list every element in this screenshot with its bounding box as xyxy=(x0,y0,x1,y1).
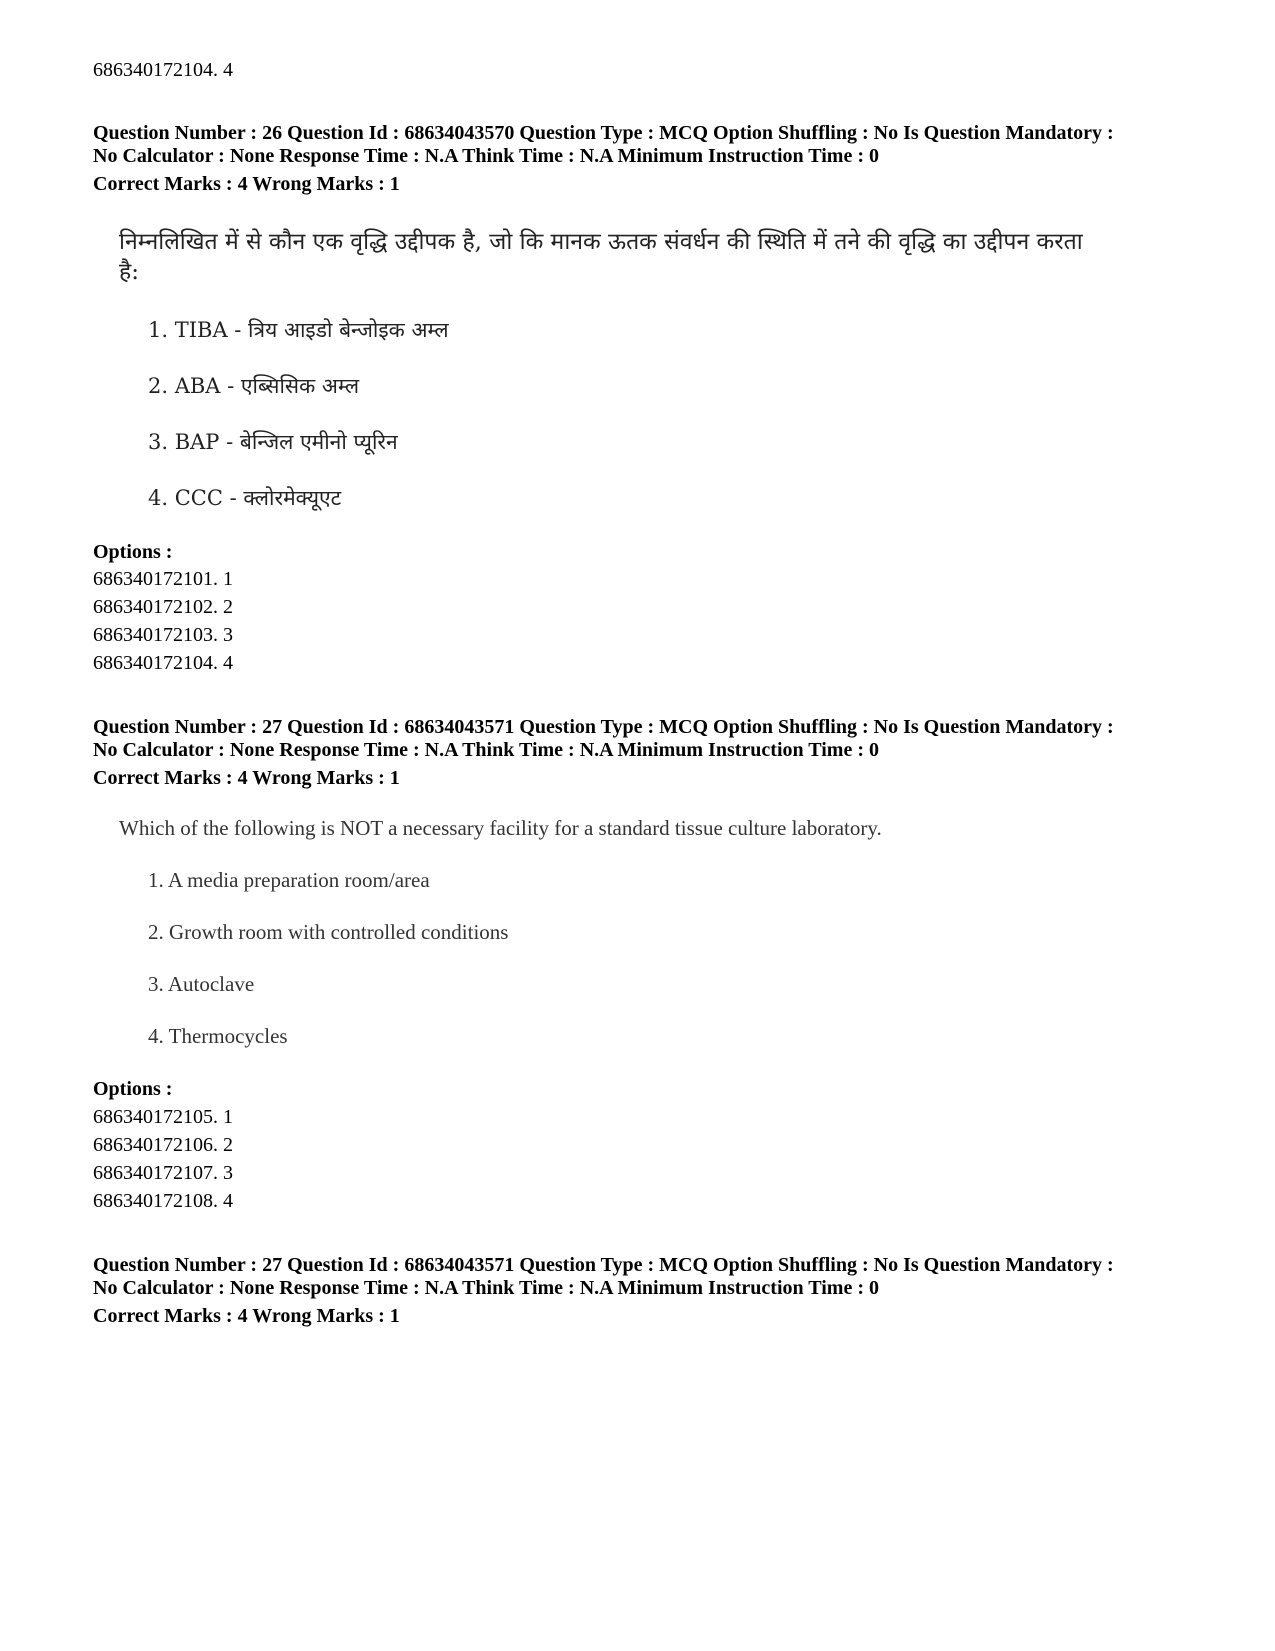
question-27-options-label: Options : xyxy=(93,1078,173,1100)
question-27-choice-2: 2. Growth room with controlled conditions xyxy=(148,920,509,944)
question-26-choice-2: 2. ABA - एब्सिसिक अम्ल xyxy=(148,374,360,398)
question-27-choice-1: 1. A media preparation room/area xyxy=(148,868,430,892)
question-27-choice-3: 3. Autoclave xyxy=(148,972,255,996)
question-26-header-line-2: No Calculator : None Response Time : N.A Think Time : N.A Minimum Instruction Time : 0 xyxy=(93,145,879,167)
question-26-option-1: 686340172101. 1 xyxy=(93,568,233,590)
question-27-header-line-1: Question Number : 27 Question Id : 68634043571 Question Type : MCQ Option Shuffling : No Is Question Mandatory : xyxy=(93,716,1114,738)
question-26-marks: Correct Marks : 4 Wrong Marks : 1 xyxy=(93,173,400,195)
question-26-option-4: 686340172104. 4 xyxy=(93,652,233,674)
question-26-choice-1: 1. TIBA - त्रिय आइडो बेन्जोइक अम्ल xyxy=(148,318,449,342)
question-27-choice-4: 4. Thermocycles xyxy=(148,1024,288,1048)
question-26-option-3: 686340172103. 3 xyxy=(93,624,233,646)
question-27-marks: Correct Marks : 4 Wrong Marks : 1 xyxy=(93,767,400,789)
question-27-option-3: 686340172107. 3 xyxy=(93,1162,233,1184)
question-26-options-label: Options : xyxy=(93,541,173,563)
question-26-stem-line-2: है: xyxy=(119,259,139,285)
question-27-repeat-header-line-1: Question Number : 27 Question Id : 68634043571 Question Type : MCQ Option Shuffling : No Is Question Mandatory : xyxy=(93,1254,1114,1276)
question-26-stem-line-1: निम्नलिखित में से कौन एक वृद्धि उद्दीपक है, जो कि मानक ऊतक संवर्धन की स्थिति में तने की वृद्धि का उद्दीपन करता xyxy=(119,229,1083,255)
question-27-option-2: 686340172106. 2 xyxy=(93,1134,233,1156)
question-26-choice-3: 3. BAP - बेन्जिल एमीनो प्यूरिन xyxy=(148,430,398,454)
question-27-repeat-header-line-2: No Calculator : None Response Time : N.A Think Time : N.A Minimum Instruction Time : 0 xyxy=(93,1277,879,1299)
question-27-option-1: 686340172105. 1 xyxy=(93,1106,233,1128)
question-27-stem: Which of the following is NOT a necessary facility for a standard tissue culture laboratory. xyxy=(119,816,882,840)
question-27-repeat-marks: Correct Marks : 4 Wrong Marks : 1 xyxy=(93,1305,400,1327)
question-26-option-2: 686340172102. 2 xyxy=(93,596,233,618)
question-27-header-line-2: No Calculator : None Response Time : N.A Think Time : N.A Minimum Instruction Time : 0 xyxy=(93,739,879,761)
question-27-option-4: 686340172108. 4 xyxy=(93,1190,233,1212)
question-26-header-line-1: Question Number : 26 Question Id : 68634043570 Question Type : MCQ Option Shuffling : No Is Question Mandatory : xyxy=(93,122,1114,144)
previous-option-line: 686340172104. 4 xyxy=(93,59,233,81)
question-26-choice-4: 4. CCC - क्लोरमेक्यूएट xyxy=(148,486,342,510)
